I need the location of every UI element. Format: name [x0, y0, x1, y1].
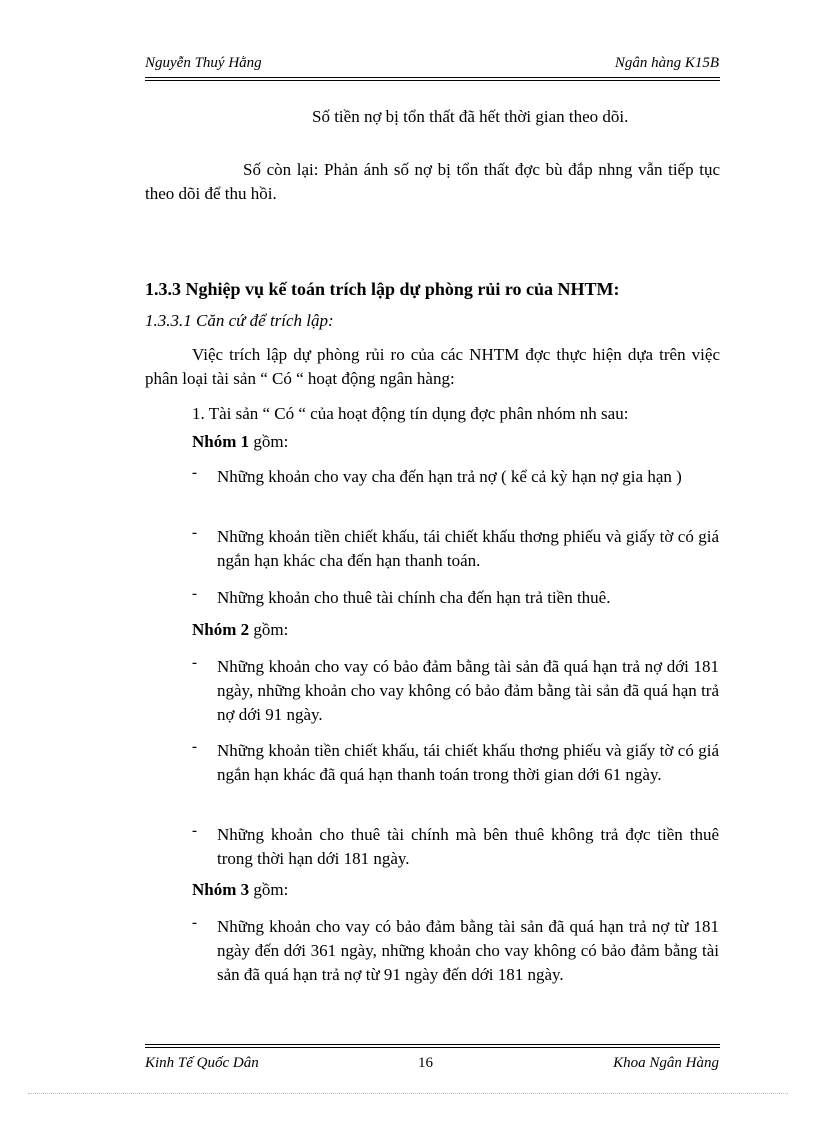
footer-faculty: Khoa Ngân Hàng: [613, 1055, 719, 1071]
bullet-marker: -: [192, 655, 197, 671]
bullet-marker: -: [192, 525, 197, 541]
intro-paragraph: Số còn lại: Phản ánh số nợ bị tổn thất đợc bù đắp nhng vẫn tiếp tục theo dõi để thu hồi.: [145, 160, 720, 203]
section-heading: 1.3.3 Nghiệp vụ kế toán trích lập dự phòng rủi ro của NHTM:: [145, 279, 620, 299]
section-subheading: 1.3.3.1 Căn cứ để trích lập:: [145, 311, 334, 330]
group-2-bullet-1: Những khoản cho vay có bảo đảm bằng tài sản đã quá hạn trả nợ dới 181 ngày, những khoản cho vay không có bảo đảm bằng tài sản đã quá hạn trả nợ dới 91 ngày.: [217, 657, 719, 724]
bullet-marker: -: [192, 465, 197, 481]
group-1-bullet-3: Những khoản cho thuê tài chính cha đến hạn trả tiền thuê.: [217, 588, 611, 607]
bullet-marker: -: [192, 739, 197, 755]
footer-university: Kinh Tế Quốc Dân: [145, 1055, 259, 1071]
group-1-bullet-2: Những khoản tiền chiết khấu, tái chiết khấu thơng phiếu và giấy tờ có giá ngắn hạn khác cha đến hạn thanh toán.: [217, 527, 719, 570]
header-author: Nguyễn Thuý Hằng: [145, 55, 262, 71]
item-1: 1. Tài sản “ Có “ của hoạt động tín dụng đợc phân nhóm nh sau:: [192, 404, 629, 423]
intro-line: Số tiền nợ bị tổn thất đã hết thời gian theo dõi.: [312, 107, 629, 126]
group-2-bullet-3: Những khoản cho thuê tài chính mà bên thuê không trả đợc tiền thuê trong thời hạn dới 181 ngày.: [217, 825, 719, 868]
section-paragraph: Việc trích lập dự phòng rủi ro của các NHTM đợc thực hiện dựa trên việc phân loại tài sản “ Có “ hoạt động ngân hàng:: [145, 345, 720, 388]
group-1-bullet-1: Những khoản cho vay cha đến hạn trả nợ ( kể cả kỳ hạn nợ gia hạn ): [217, 467, 682, 486]
page-number: 16: [418, 1055, 433, 1071]
bullet-marker: -: [192, 915, 197, 931]
bullet-marker: -: [192, 586, 197, 602]
header-class: Ngân hàng K15B: [614, 55, 719, 71]
group-1-title: Nhóm 1 gồm:: [192, 432, 289, 451]
footer-rule: [145, 1044, 720, 1048]
bullet-marker: -: [192, 823, 197, 839]
page-edge-divider: [28, 1093, 788, 1094]
group-3-title: Nhóm 3 gồm:: [192, 880, 289, 899]
group-2-bullet-2: Những khoản tiền chiết khấu, tái chiết khấu thơng phiếu và giấy tờ có giá ngắn hạn khác đã quá hạn thanh toán trong thời gian dới 61 ngày.: [217, 741, 719, 784]
header-rule: [145, 77, 720, 81]
group-3-bullet-1: Những khoản cho vay có bảo đảm bằng tài sản đã quá hạn trả nợ từ 181 ngày đến dới 361 ngày, những khoản cho vay không có bảo đảm bằng tài sản đã quá hạn trả nợ từ 91 ngày đến dới 181 ngày.: [217, 917, 719, 984]
group-2-title: Nhóm 2 gồm:: [192, 620, 289, 639]
